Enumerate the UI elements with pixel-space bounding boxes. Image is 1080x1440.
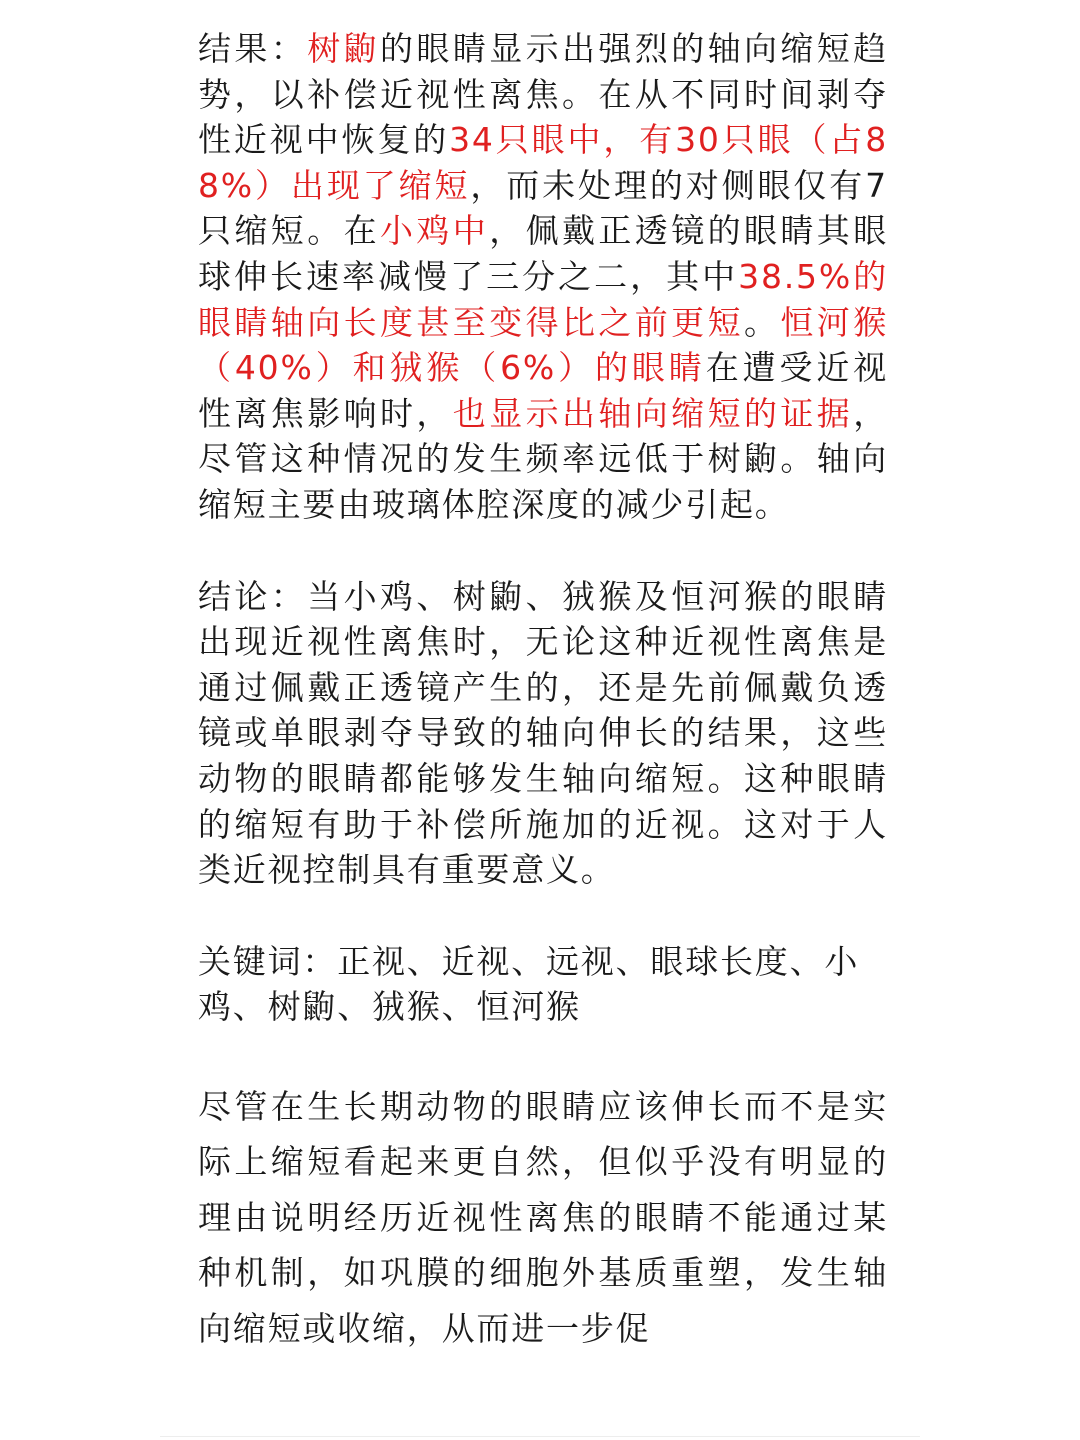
highlighted-text: 34只眼中，有30只眼（占88%）出现了缩短 — [198, 120, 888, 205]
text-segment: 关键词：正视、近视、远视、眼球长度、小鸡、树鼩、狨猴、恒河猴 — [198, 941, 860, 1026]
text-segment: ，佩戴正透镜的眼睛其眼球伸长速率减慢了三分之二，其中 — [198, 211, 888, 296]
text-segment: 。 — [743, 302, 781, 342]
conclusion-paragraph — [198, 574, 888, 893]
bottom-divider — [160, 1436, 920, 1437]
highlighted-text: 恒河猴（40%）和狨猴（6%）的眼睛 — [198, 302, 888, 388]
text-segment: 结果： — [198, 29, 308, 68]
keywords-paragraph — [198, 939, 888, 1029]
results-paragraph — [198, 26, 888, 528]
text-segment: ，尽管这种情况的发生频率远低于树鼩。轴向缩短主要由玻璃体腔深度的减少引起。 — [198, 393, 888, 524]
discussion-paragraph — [198, 1079, 888, 1357]
article-body — [198, 26, 888, 1356]
text-segment: 尽管在生长期动物的眼睛应该伸长而不是实际上缩短看起来更自然，但似乎没有明显的理由说明经历近视性离焦的眼睛不能通过某种机制，如巩膜的细胞外基质重塑，发生轴向缩短或收缩，从而进一步促 — [198, 1086, 888, 1348]
text-segment: ，而未处理的对侧眼仅有7只缩短。在 — [198, 165, 888, 251]
highlighted-text: 小鸡中 — [380, 211, 490, 251]
text-segment: 的眼睛显示出强烈的轴向缩短趋势，以补偿近视性离焦。在从不同时间剥夺性近视中恢复的 — [198, 29, 889, 160]
text-segment: 结论：当小鸡、树鼩、狨猴及恒河猴的眼睛出现近视性离焦时，无论这种近视性离焦是通过佩戴正透镜产生的，还是先前佩戴负透镜或单眼剥夺导致的轴向伸长的结果，这些动物的眼睛都能够发生轴向缩短。这种眼睛的缩短有助于补偿所施加的近视。这对于人类近视控制具有重要意义。 — [198, 576, 888, 890]
highlighted-text: 也显示出轴向缩短的证据 — [452, 393, 854, 433]
highlighted-text: 树鼩 — [307, 29, 381, 68]
highlighted-text: 38.5%的眼睛轴向长度甚至变得比之前更短 — [198, 256, 888, 342]
text-segment: 在遭受近视性离焦影响时， — [198, 348, 889, 433]
